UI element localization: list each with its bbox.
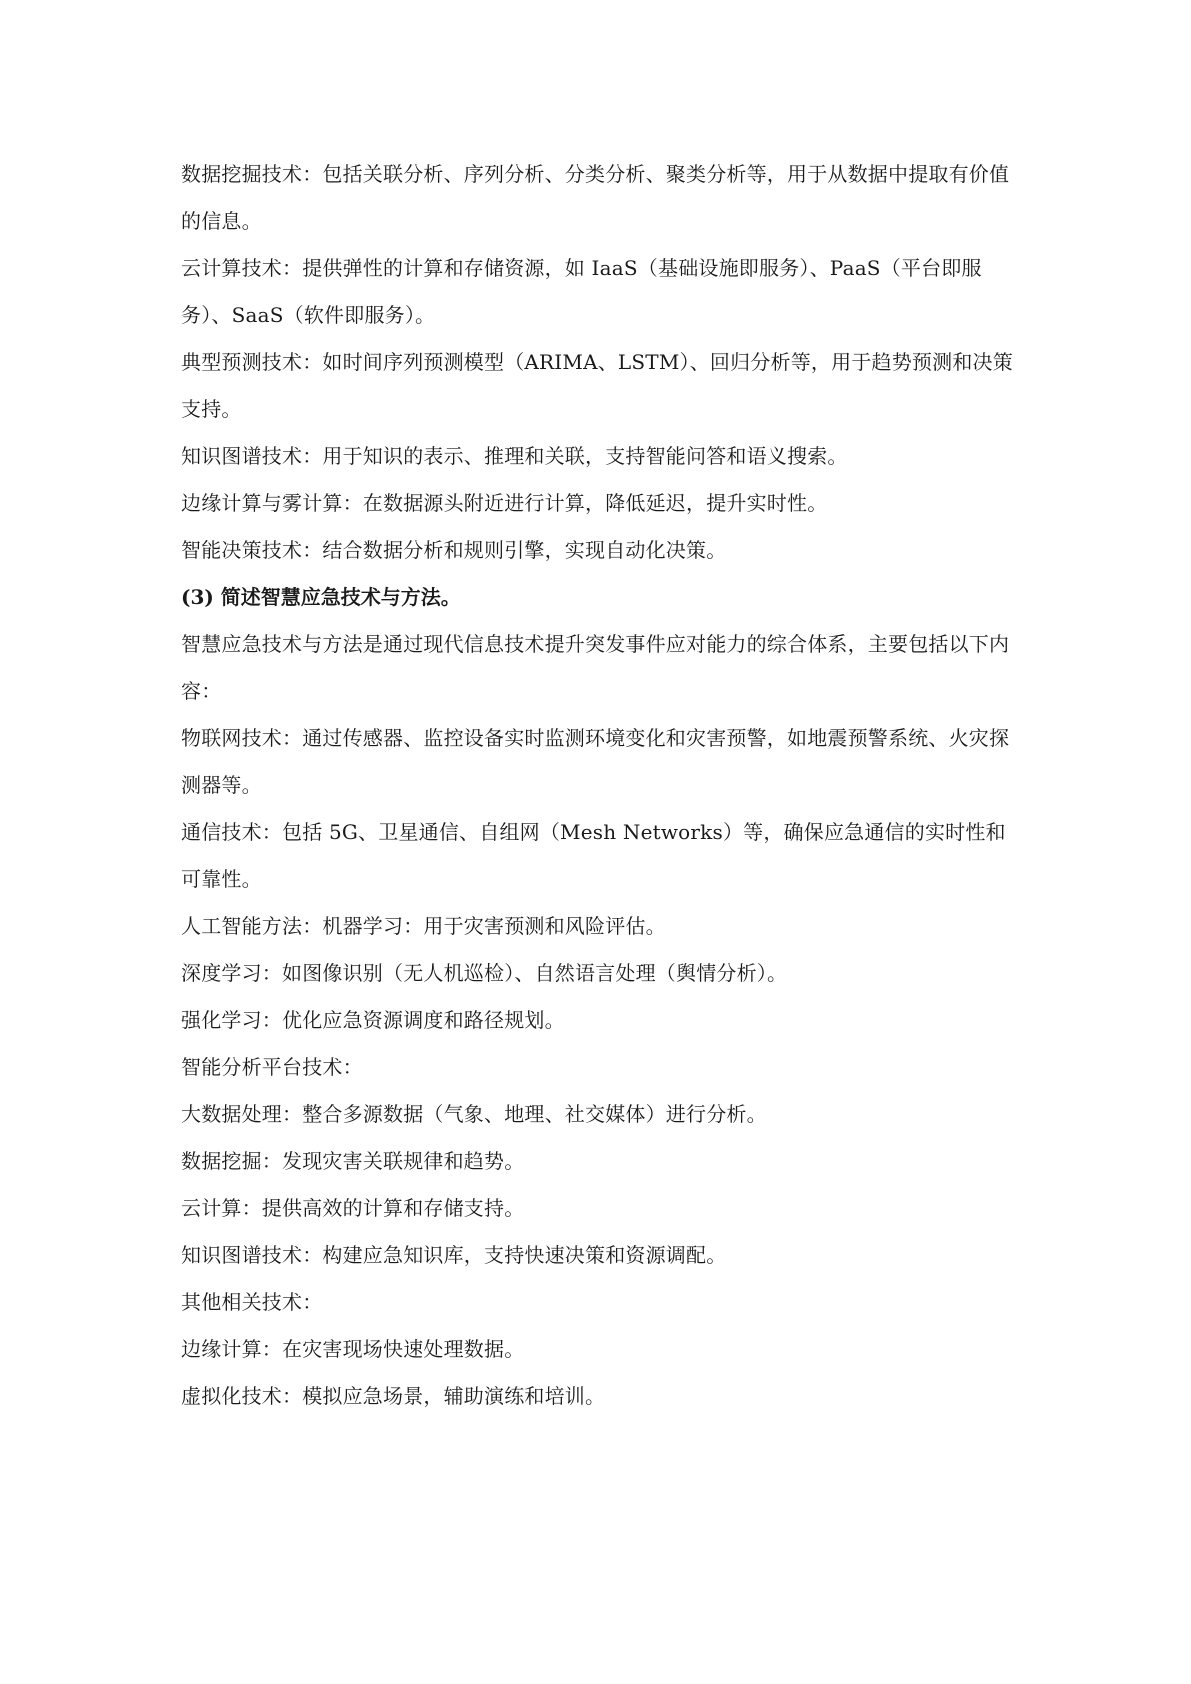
paragraph-analysis-platform: 智能分析平台技术： <box>181 1055 363 1079</box>
paragraph-big-data-processing: 大数据处理：整合多源数据（气象、地理、社交媒体）进行分析。 <box>181 1102 767 1126</box>
paragraph-intelligent-decision: 智能决策技术：结合数据分析和规则引擎，实现自动化决策。 <box>181 538 727 562</box>
document-page <box>181 151 1021 1420</box>
paragraph-smart-emergency-intro: 智慧应急技术与方法是通过现代信息技术提升突发事件应对能力的综合体系，主要包括以下内容： <box>181 632 1010 703</box>
paragraph-data-mining: 数据挖掘：发现灾害关联规律和趋势。 <box>181 1149 525 1173</box>
paragraph-ai-methods: 人工智能方法：机器学习：用于灾害预测和风险评估。 <box>181 914 666 938</box>
paragraph-edge-fog-computing: 边缘计算与雾计算：在数据源头附近进行计算，降低延迟，提升实时性。 <box>181 491 828 515</box>
paragraph-data-mining-tech: 数据挖掘技术：包括关联分析、序列分析、分类分析、聚类分析等，用于从数据中提取有价值的信息。 <box>181 162 1010 233</box>
paragraph-knowledge-graph-tech: 知识图谱技术：用于知识的表示、推理和关联，支持智能问答和语义搜索。 <box>181 444 848 468</box>
paragraph-prediction-tech: 典型预测技术：如时间序列预测模型（ARIMA、LSTM）、回归分析等，用于趋势预测和决策支持。 <box>181 350 1013 421</box>
paragraph-other-tech: 其他相关技术： <box>181 1290 323 1314</box>
section-heading-smart-emergency: (3) 简述智慧应急技术与方法。 <box>181 585 461 609</box>
paragraph-communication-tech: 通信技术：包括 5G、卫星通信、自组网（Mesh Networks）等，确保应急通信的实时性和可靠性。 <box>181 820 1006 891</box>
paragraph-virtualization: 虚拟化技术：模拟应急场景，辅助演练和培训。 <box>181 1384 606 1408</box>
paragraph-deep-learning: 深度学习：如图像识别（无人机巡检）、自然语言处理（舆情分析）。 <box>181 961 788 985</box>
paragraph-cloud-computing-tech: 云计算技术：提供弹性的计算和存储资源，如 IaaS（基础设施即服务）、PaaS（平台即服务）、SaaS（软件即服务）。 <box>181 256 982 327</box>
paragraph-knowledge-graph-emergency: 知识图谱技术：构建应急知识库，支持快速决策和资源调配。 <box>181 1243 727 1267</box>
paragraph-edge-computing: 边缘计算：在灾害现场快速处理数据。 <box>181 1337 525 1361</box>
paragraph-reinforcement-learning: 强化学习：优化应急资源调度和路径规划。 <box>181 1008 565 1032</box>
paragraph-cloud-computing: 云计算：提供高效的计算和存储支持。 <box>181 1196 525 1220</box>
paragraph-iot-tech: 物联网技术：通过传感器、监控设备实时监测环境变化和灾害预警，如地震预警系统、火灾探测器等。 <box>181 726 1010 797</box>
